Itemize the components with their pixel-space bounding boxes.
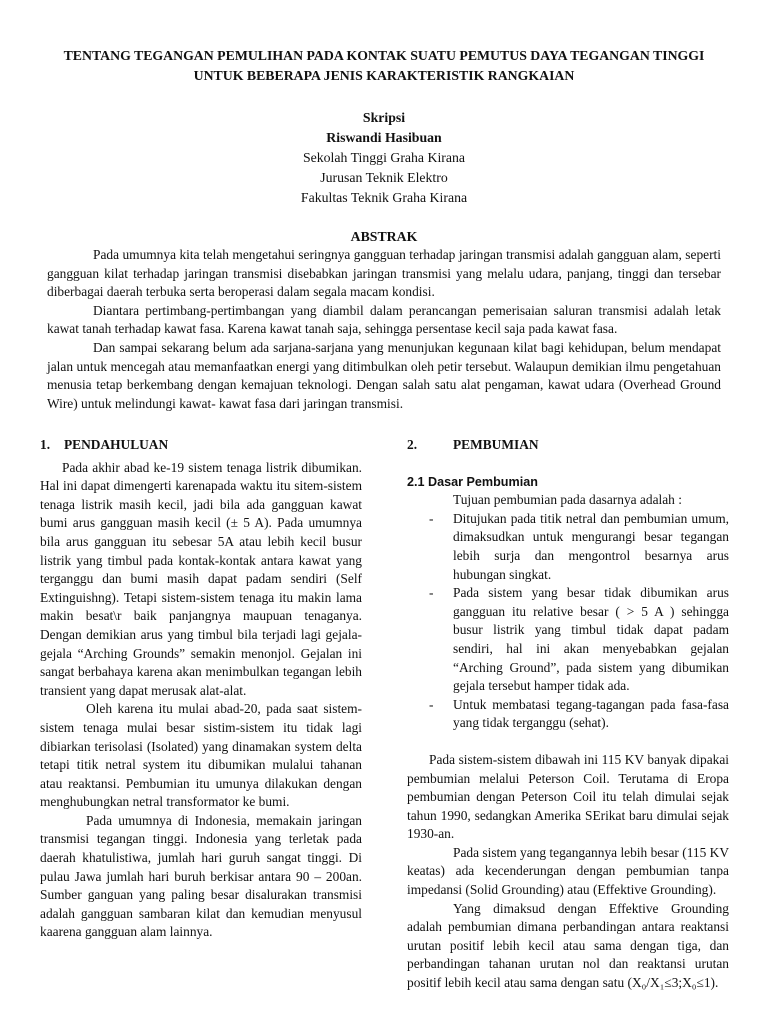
section-title: PEMBUMIAN <box>453 437 539 452</box>
school-name: Sekolah Tinggi Graha Kirana <box>302 150 466 165</box>
body-paragraph: Pada sistem-sistem dibawah ini 115 KV banyak dipakai pembumian melalui Peterson Coil. Terutama di Eropa pembumian dengan Peterson Coil itu telah dimulai sejak tahun 1990, sedangkan Amerika SErikat baru dimulai sejak 1930-an. <box>407 751 729 842</box>
dash-bullet: - <box>429 585 434 601</box>
paper-title: TENTANG TEGANGAN PEMULIHAN PADA KONTAK SUATU PEMUTUS DAYA TEGANGAN TINGGI UNTUK BEBERAPA JENIS KARAKTERISTIK RANGKAIAN <box>63 48 705 83</box>
right-column <box>407 436 729 993</box>
section-number: 2. <box>407 437 418 452</box>
section-number: 1. <box>40 437 51 452</box>
section-title: PENDAHULUAN <box>64 437 169 452</box>
section-heading-pembumian <box>407 436 729 455</box>
dash-bullet: - <box>429 696 434 712</box>
abstract-paragraph: Pada umumnya kita telah mengetahui seringnya gangguan terhadap jaringan transmisi adalah gangguan alam, seperti gangguan kilat terhadap jaringan transmisi disebabkan jaringan transmisi yang melalu udara, panjang, tinggi dan tersebar diberbagai daerah terbuka serta beroperasi dalam segala macam kondisi. <box>47 247 721 300</box>
subsection-heading: 2.1 Dasar Pembumian <box>407 474 538 489</box>
list-item: - Untuk membatasi tegang-tagangan pada fasa-fasa yang tidak terganggu (sehat). <box>429 696 729 731</box>
abstract-heading: ABSTRAK <box>350 229 418 244</box>
paper-meta <box>40 108 728 208</box>
author-name: Riswandi Hasibuan <box>326 130 442 145</box>
department-name: Jurusan Teknik Elektro <box>320 170 448 185</box>
intro-text: Tujuan pembumian pada dasarnya adalah : <box>453 492 682 508</box>
body-paragraph: Oleh karena itu mulai abad-20, pada saat sistem-sistem tenaga mulai besar sistim-sistem itu tidak lagi dibiarkan terisolasi (Isolated) yang dinamakan system delta tetapi titik netral system itu dibumikan mulalui tahanan atau reaktansi. Pembumian itu umunya dilakukan dengan menghubungkan netral transformator ke bumi. <box>40 701 362 810</box>
abstract-body <box>47 246 721 413</box>
body-paragraph: Yang dimaksud dengan Effektive Grounding adalah pembumian dimana perbandingan antara reaktansi urutan positif lebih kecil atau sama dengan tiga, dan perbandingan tahanan urutan nol dan reaktansi urutan positif lebih kecil atau sama dengan satu (X₀/X₁≤3;X₀≤1). <box>407 900 729 991</box>
section-heading-pendahuluan <box>40 436 362 455</box>
abstract-paragraph: Dan sampai sekarang belum ada sarjana-sarjana yang menunjukan kegunaan kilat bagi kehidupan, belum mendapat jalan untuk mencegah atau memanfaatkan energi yang ditimbulkan oleh petir tersebut. Walaupun demikian ilmu pengetahuan menusia tetap berkembang dengan kemajuan teknologi. Dengan salah satu alat pengaman, kawat udara (Overhead Ground Wire) untuk melindungi kawat- kawat fasa dari jaringan transmisi. <box>47 339 721 411</box>
body-paragraph: Pada sistem yang tegangannya lebih besar (115 KV keatas) ada kecenderungan dengan pembumian tanpa impedansi (Solid Grounding) atau (Effektive Grounding). <box>407 844 729 898</box>
body-paragraph: Pada akhir abad ke-19 sistem tenaga listrik dibumikan. Hal ini dapat dimengerti karenapada waktu itu sitem-sistem tenaga listrik masih kecil, jadi bila ada gangguan kawat bumi arus gangguan masih kecil (± 5 A). Pada umumnya bila arus gangguan itu sebesar 5A atau lebih kecil busur listrik yang timbul pada kontak-kontak antara kawat yang terganggu dan bumi masih dapat padam sendiri (Self Extinguishng). Tetapi sistem-sistem tenaga itu makin lama makin besat\r baik panjangnya maupuan tenaganya. Dengan demikian arus yang timbul bila terjadi lagi gejala-gejala “Arching Grounds” semakin menonjol. Gejalan ini sangat berbahaya karena akan menimbulkan tegangan lebih transient yang dapat merusak alat-alat. <box>40 459 362 698</box>
body-paragraph: Pada umumnya di Indonesia, memakain jaringan transmisi tegangan tinggi. Indonesia yang terletak pada daerah khatulistiwa, jumlah hari guruh sangat tinggi. Di pulau Jawa jumlah hari buruh berkisar antara 90 – 200an. Sumber ganguan yang paling besar disalurakan transmisi adalah gangguan sambaran kilat dan kemudian menyusul kaarena gangguan alam lainnya. <box>40 812 362 940</box>
purpose-list <box>407 510 729 733</box>
list-item: - Pada sistem yang besar tidak dibumikan arus gangguan itu relative besar ( > 5 A ) sehingga busur listrik yang timbul tidak dapat padam sendiri, hal ini akan menyebabkan gejalan “Arching Ground”, pada sistem yang dibumikan gejala tersebut hamper tidak ada. <box>429 585 729 694</box>
dash-bullet: - <box>429 510 434 526</box>
document-type: Skripsi <box>362 110 406 125</box>
left-column <box>40 436 362 942</box>
list-item: - Ditujukan pada titik netral dan pembumian umum, dimaksudkan untuk mengurangi besar tegangan lebih surja dan mengontrol besarnya arus hubungan singkat. <box>429 510 729 582</box>
faculty-name: Fakultas Teknik Graha Kirana <box>300 190 468 205</box>
abstract-paragraph: Diantara pertimbang-pertimbangan yang diambil dalam perancangan pemerisaian saluran transmisi adalah letak kawat tanah terhadap kawat fasa. Karena kawat tanah saja, sehingga persentase kecil saja pada kawat fasa. <box>47 302 721 337</box>
